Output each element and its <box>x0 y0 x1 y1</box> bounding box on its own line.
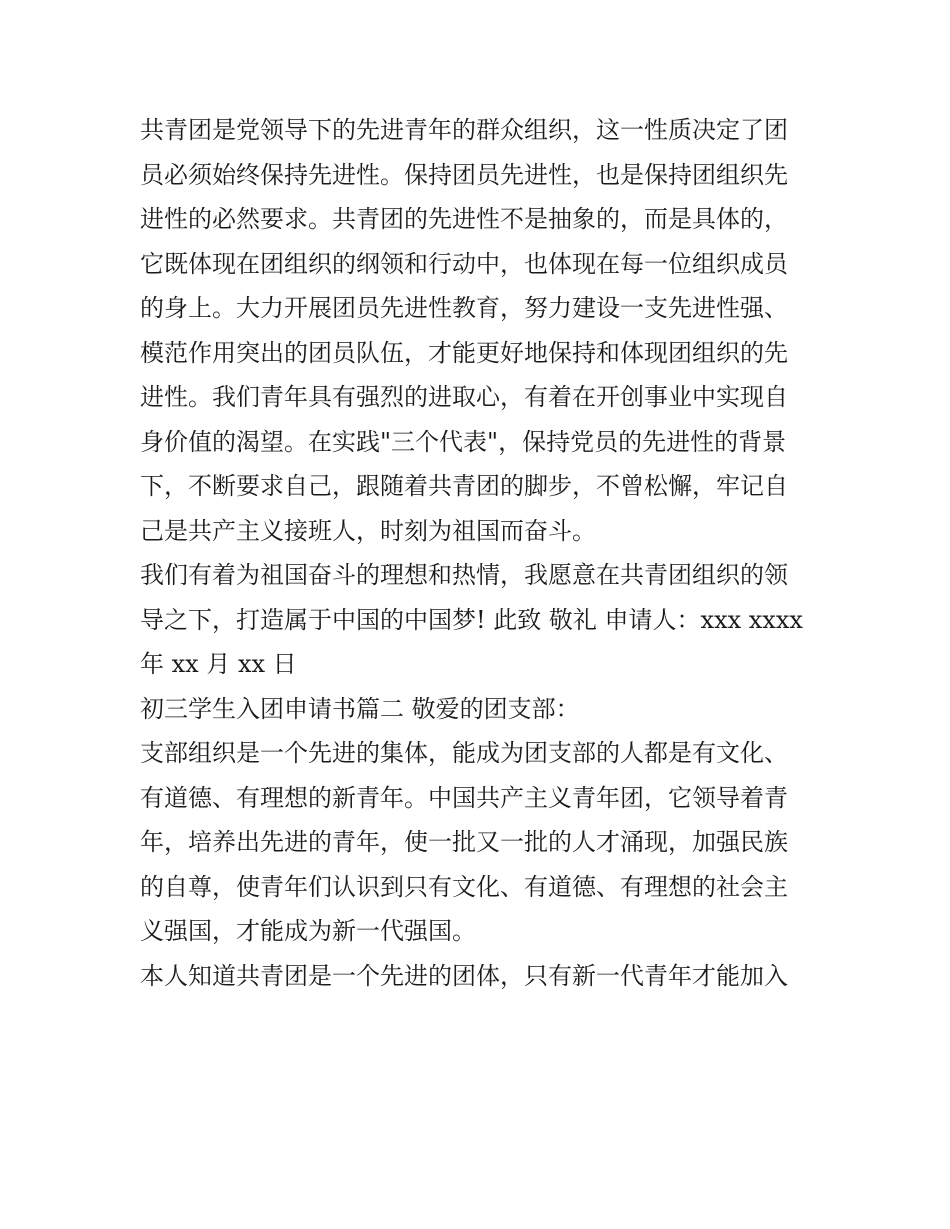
text-line: 年 xx 月 xx 日 <box>140 650 297 678</box>
text-line: 己是共产主义接班人，时刻为祖国而奋斗。 <box>140 516 596 545</box>
section-heading: 初三学生入团申请书篇二 敬爱的团支部： <box>140 694 580 723</box>
text-line: 身价值的渴望。在实践"三个代表"，保持党员的先进性的背景 <box>140 427 787 456</box>
text-line: 的身上。大力开展团员先进性教育，努力建设一支先进性强、 <box>140 294 788 322</box>
text-line: 它既体现在团组织的纲领和行动中，也体现在每一位组织成员 <box>140 249 788 278</box>
body-text <box>140 108 820 998</box>
text-line: 进性的必然要求。共青团的先进性不是抽象的，而是具体的， <box>140 205 788 233</box>
text-line: 义强国，才能成为新一代强国。 <box>140 917 476 945</box>
text-line: 我们有着为祖国奋斗的理想和热情，我愿意在共青团组织的领 <box>140 561 788 589</box>
text-line: 下，不断要求自己，跟随着共青团的脚步，不曾松懈，牢记自 <box>140 472 788 500</box>
text-line: 员必须始终保持先进性。保持团员先进性，也是保持团组织先 <box>140 160 788 189</box>
text-line: 本人知道共青团是一个先进的团体，只有新一代青年才能加入 <box>140 961 788 990</box>
text-line: 导之下，打造属于中国的中国梦! 此致 敬礼 申请人：xxx xxxx <box>140 605 803 634</box>
text-line: 进性。我们青年具有强烈的进取心，有着在开创事业中实现自 <box>140 383 788 411</box>
text-line: 支部组织是一个先进的集体，能成为团支部的人都是有文化、 <box>140 739 788 767</box>
text-line: 有道德、有理想的新青年。中国共产主义青年团，它领导着青 <box>140 783 788 812</box>
text-line: 年，培养出先进的青年，使一批又一批的人才涌现，加强民族 <box>140 828 788 856</box>
text-line: 的自尊，使青年们认识到只有文化、有道德、有理想的社会主 <box>140 872 788 901</box>
text-line: 共青团是党领导下的先进青年的群众组织，这一性质决定了团 <box>140 116 788 144</box>
text-line: 模范作用突出的团员队伍，才能更好地保持和体现团组织的先 <box>140 338 788 367</box>
